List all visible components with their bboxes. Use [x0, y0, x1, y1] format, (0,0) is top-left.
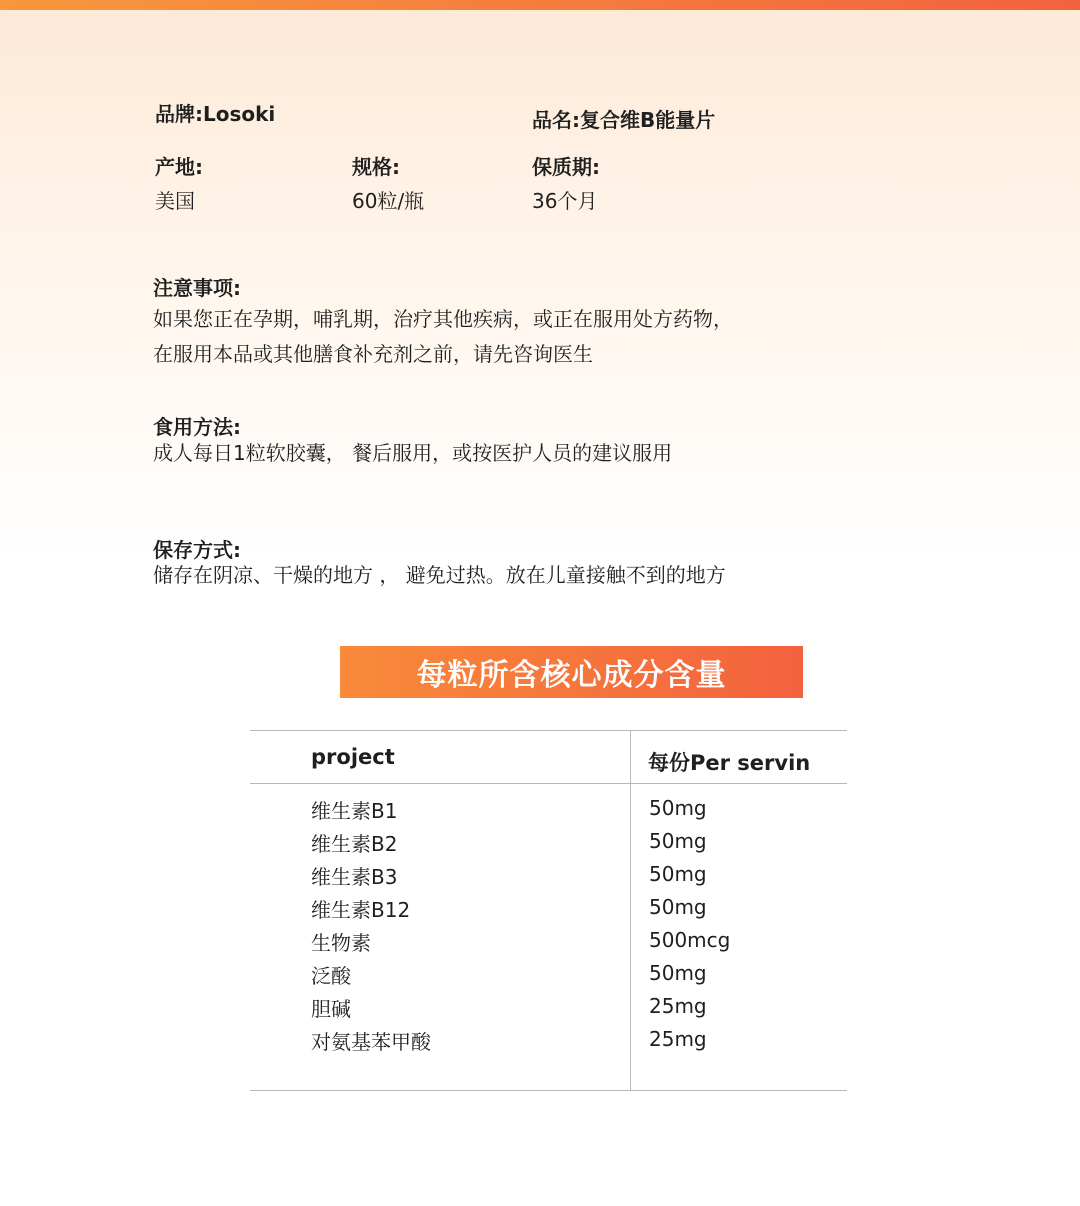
origin-value: 美国 — [155, 189, 195, 213]
ingredient-amount: 25mg — [649, 1027, 707, 1051]
notes-line-1: 如果您正在孕期，哺乳期，治疗其他疾病，或正在服用处方药物， — [153, 307, 733, 331]
product-name-label: 品名:复合维B能量片 — [532, 108, 716, 132]
ingredient-name: 维生素B12 — [311, 898, 411, 922]
notes-line-2: 在服用本品或其他膳食补充剂之前，请先咨询医生 — [153, 342, 593, 366]
ingredient-names-column — [311, 795, 431, 1059]
notes-title: 注意事项: — [153, 276, 241, 300]
ingredient-amount: 50mg — [649, 895, 707, 919]
table-header-project: project — [311, 745, 395, 769]
ingredient-amount: 50mg — [649, 796, 707, 820]
usage-title: 食用方法: — [153, 415, 241, 439]
ingredient-name: 胆碱 — [311, 997, 351, 1021]
table-header-divider — [250, 783, 847, 784]
shelf-life-value: 36个月 — [532, 189, 598, 213]
storage-title: 保存方式: — [153, 538, 241, 562]
spec-value: 60粒/瓶 — [352, 189, 425, 213]
ingredient-name: 维生素B1 — [311, 799, 398, 823]
table-header-per-serving: 每份Per servin — [648, 751, 811, 775]
table-column-divider — [630, 730, 631, 1091]
ingredient-amount: 50mg — [649, 862, 707, 886]
ingredients-banner — [340, 646, 803, 698]
ingredient-name: 泛酸 — [311, 964, 351, 988]
spec-label: 规格: — [352, 155, 400, 179]
storage-text: 储存在阴凉、干燥的地方 ， 避免过热。放在儿童接触不到的地方 — [153, 563, 726, 587]
brand-label: 品牌:Losoki — [155, 102, 276, 126]
ingredient-name: 生物素 — [311, 931, 371, 955]
ingredient-amount: 50mg — [649, 829, 707, 853]
ingredient-name: 维生素B3 — [311, 865, 398, 889]
ingredient-name: 对氨基苯甲酸 — [311, 1030, 431, 1054]
table-bottom-border — [250, 1090, 847, 1091]
ingredient-name: 维生素B2 — [311, 832, 398, 856]
ingredients-banner-title: 每粒所含核心成分含量 — [416, 658, 727, 693]
top-accent-bar — [0, 0, 1080, 10]
origin-label: 产地: — [155, 155, 203, 179]
ingredient-amount: 50mg — [649, 961, 707, 985]
ingredient-amounts-column — [649, 792, 730, 1056]
table-top-border — [250, 730, 847, 731]
usage-text: 成人每日1粒软胶囊， 餐后服用，或按医护人员的建议服用 — [153, 441, 673, 465]
ingredient-amount: 500mcg — [649, 928, 731, 952]
shelf-life-label: 保质期: — [532, 155, 600, 179]
ingredient-amount: 25mg — [649, 994, 707, 1018]
